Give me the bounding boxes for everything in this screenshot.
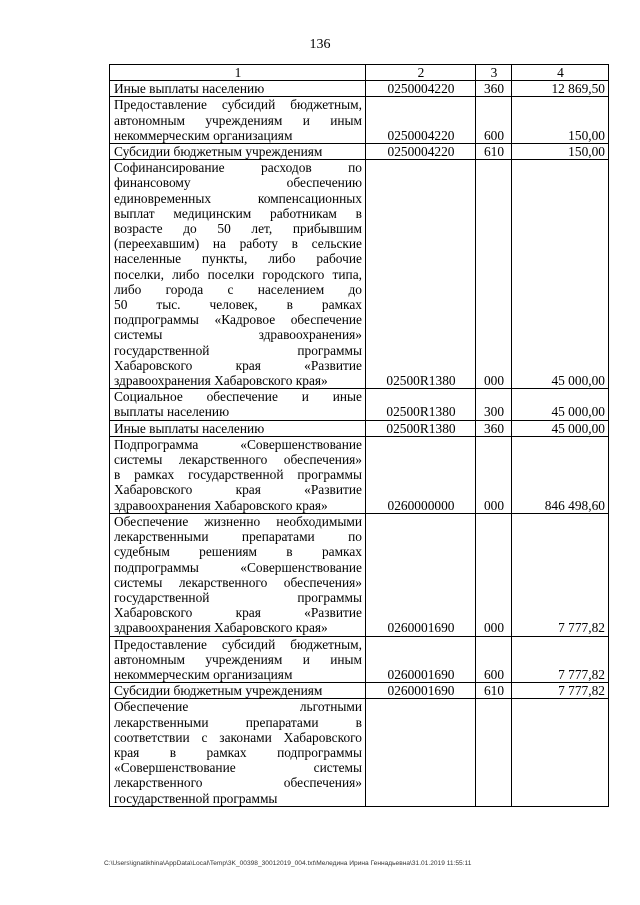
budget-table <box>109 64 609 807</box>
table-row <box>110 389 609 420</box>
row-name-line: подпрограммы «Совершенствование <box>114 559 362 575</box>
row-name-line: поселки, либо поселки городского типа, <box>114 266 362 282</box>
row-name-line: Хабаровского края «Развитие <box>114 482 362 498</box>
table-row <box>110 436 609 513</box>
row-name-cell <box>110 389 366 420</box>
table-row <box>110 699 609 806</box>
row-vr-cell <box>476 699 512 806</box>
row-amount-cell: 45 000,00 <box>512 389 609 420</box>
row-name-cell <box>110 160 366 389</box>
row-amount-cell <box>512 699 609 806</box>
row-code-cell: 02500R1380 <box>366 420 476 436</box>
row-name-cell <box>110 683 366 699</box>
row-name-line: некоммерческим организациям <box>114 666 293 682</box>
row-name-line: Предоставление субсидий бюджетным, <box>114 636 362 652</box>
row-name-line: финансовому обеспечению <box>114 175 362 191</box>
row-name-line: Иные выплаты населению <box>114 81 265 97</box>
row-name-line: Подпрограмма «Совершенствование <box>114 436 362 452</box>
row-name-line: лекарственного обеспечения» <box>114 775 362 791</box>
header-row <box>110 65 609 81</box>
row-name-line: государственной программы <box>114 790 278 806</box>
row-name-line: государственной программы <box>114 589 362 605</box>
row-code-cell: 0250004220 <box>366 81 476 97</box>
table-row <box>110 160 609 389</box>
table-row <box>110 81 609 97</box>
row-amount-cell: 12 869,50 <box>512 81 609 97</box>
row-name-line: Субсидии бюджетным учреждениям <box>114 683 323 699</box>
row-name-cell <box>110 97 366 144</box>
row-name-line: системы здравоохранения» <box>114 327 362 343</box>
row-vr-cell: 360 <box>476 81 512 97</box>
page-number: 136 <box>309 37 331 52</box>
row-name-line: лекарственными препаратами в <box>114 714 362 730</box>
row-amount-cell: 150,00 <box>512 144 609 160</box>
row-name-line: Обеспечение льготными <box>114 699 362 715</box>
row-amount-cell: 7 777,82 <box>512 513 609 636</box>
row-name-line: населенные пункты, либо рабочие <box>114 251 362 267</box>
row-code-cell <box>366 699 476 806</box>
row-vr-cell: 600 <box>476 636 512 683</box>
row-amount-cell: 45 000,00 <box>512 160 609 389</box>
row-name-line: Предоставление субсидий бюджетным, <box>114 97 362 113</box>
row-name-line: Субсидии бюджетным учреждениям <box>114 144 323 160</box>
row-name-line: «Совершенствование системы <box>114 760 362 776</box>
row-name-line: подпрограммы «Кадровое обеспечение <box>114 312 362 328</box>
row-name-line: государственной программы <box>114 342 362 358</box>
header-col-4: 4 <box>512 65 609 81</box>
header-col-2: 2 <box>366 65 476 81</box>
row-name-line: возрасте до 50 лет, прибывшим <box>114 221 362 237</box>
table-row <box>110 513 609 636</box>
row-amount-cell: 7 777,82 <box>512 683 609 699</box>
row-name-cell <box>110 699 366 806</box>
row-name-line: здравоохранения Хабаровского края» <box>114 373 328 389</box>
row-name-line: выплат медицинским работникам в <box>114 205 362 221</box>
row-name-line: Иные выплаты населению <box>114 420 265 436</box>
row-amount-cell: 45 000,00 <box>512 420 609 436</box>
row-name-line: либо города с населением до <box>114 281 362 297</box>
row-name-line: некоммерческим организациям <box>114 127 293 143</box>
row-name-line: здравоохранения Хабаровского края» <box>114 620 328 636</box>
row-amount-cell: 846 498,60 <box>512 436 609 513</box>
row-vr-cell: 000 <box>476 513 512 636</box>
row-amount-cell: 150,00 <box>512 97 609 144</box>
row-vr-cell: 000 <box>476 436 512 513</box>
row-name-line: лекарственными препаратами по <box>114 529 362 545</box>
table-row <box>110 144 609 160</box>
table-row <box>110 420 609 436</box>
row-code-cell: 0250004220 <box>366 97 476 144</box>
row-name-line: Хабаровского края «Развитие <box>114 605 362 621</box>
row-name-line: автономным учреждениям и иным <box>114 651 362 667</box>
row-name-line: здравоохранения Хабаровского края» <box>114 497 328 513</box>
row-name-line: системы лекарственного обеспечения» <box>114 574 362 590</box>
row-amount-cell: 7 777,82 <box>512 636 609 683</box>
row-code-cell: 0260001690 <box>366 683 476 699</box>
row-name-line: Социальное обеспечение и иные <box>114 389 362 405</box>
row-name-line: Обеспечение жизненно необходимыми <box>114 513 362 529</box>
row-vr-cell: 600 <box>476 97 512 144</box>
row-code-cell: 0250004220 <box>366 144 476 160</box>
row-code-cell: 0260001690 <box>366 636 476 683</box>
row-name-cell <box>110 144 366 160</box>
row-name-line: Софинансирование расходов по <box>114 160 362 176</box>
row-name-line: (переехавшим) на работу в сельские <box>114 236 362 252</box>
row-name-line: судебным решениям в рамках <box>114 544 362 560</box>
row-code-cell: 02500R1380 <box>366 389 476 420</box>
footer-file-path: C:\Users\ignatikhina\AppData\Local\Temp\3K_00398_30012019_004.txt\Меледина Ирина Геннадьевна\31.01.2019 11:55:11 <box>104 860 472 867</box>
row-code-cell: 0260001690 <box>366 513 476 636</box>
header-col-1: 1 <box>110 65 366 81</box>
row-code-cell: 02500R1380 <box>366 160 476 389</box>
row-name-line: в рамках государственной программы <box>114 467 362 483</box>
row-vr-cell: 610 <box>476 683 512 699</box>
row-name-line: выплаты населению <box>114 404 230 420</box>
row-name-line: соответствии с законами Хабаровского <box>114 729 362 745</box>
row-name-cell <box>110 420 366 436</box>
row-name-line: единовременных компенсационных <box>114 190 362 206</box>
row-name-line: края в рамках подпрограммы <box>114 744 362 760</box>
table-row <box>110 683 609 699</box>
row-name-cell <box>110 513 366 636</box>
row-name-line: Хабаровского края «Развитие <box>114 357 362 373</box>
row-vr-cell: 000 <box>476 160 512 389</box>
row-name-cell <box>110 636 366 683</box>
row-name-line: 50 тыс. человек, в рамках <box>114 297 362 313</box>
row-vr-cell: 360 <box>476 420 512 436</box>
table-row <box>110 636 609 683</box>
row-name-cell <box>110 81 366 97</box>
row-vr-cell: 610 <box>476 144 512 160</box>
table-row <box>110 97 609 144</box>
header-col-3: 3 <box>476 65 512 81</box>
row-name-line: автономным учреждениям и иным <box>114 112 362 128</box>
row-code-cell: 0260000000 <box>366 436 476 513</box>
row-name-cell <box>110 436 366 513</box>
row-vr-cell: 300 <box>476 389 512 420</box>
row-name-line: системы лекарственного обеспечения» <box>114 452 362 468</box>
